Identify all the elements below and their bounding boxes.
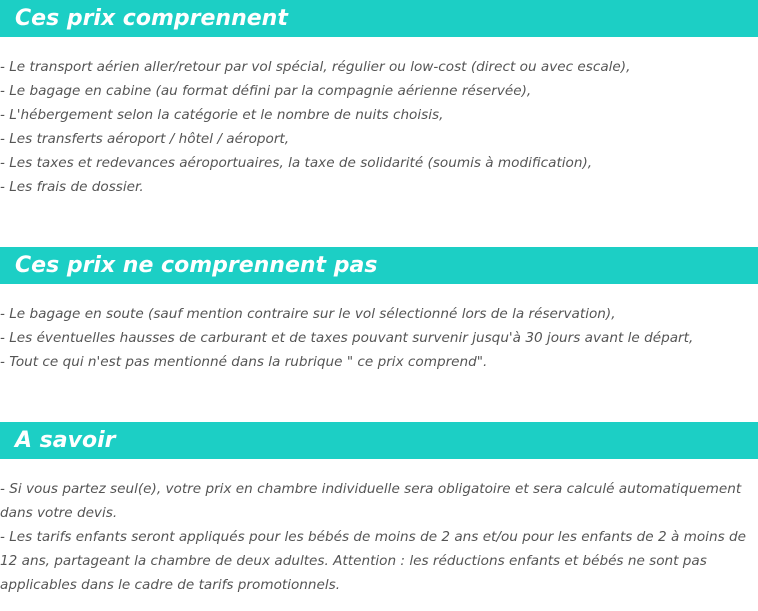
list-item: - Si vous partez seul(e), votre prix en chambre individuelle sera obligatoire et sera calculé automatiquement dans votre devis. (0, 481, 742, 521)
section-included (0, 0, 758, 199)
list-item: - Les tarifs enfants seront appliqués pour les bébés de moins de 2 ans et/ou pour les enfants de 2 à moins de 12 ans, partageant la chambre de deux adultes. Attention : les réductions enfants et bébés ne sont pas applicables dans le cadre de tarifs promotionnels. (0, 529, 746, 593)
section-heading-not-included: Ces prix ne comprennent pas (0, 247, 758, 284)
list-item: - L'hébergement selon la catégorie et le nombre de nuits choisis, (0, 107, 444, 123)
section-heading-good-to-know: A savoir (0, 422, 758, 459)
section-heading-included: Ces prix comprennent (0, 0, 758, 37)
good-to-know-list (0, 477, 758, 597)
included-list (0, 55, 758, 199)
list-item: - Le bagage en cabine (au format défini par la compagnie aérienne réservée), (0, 83, 532, 99)
list-item: - Le bagage en soute (sauf mention contraire sur le vol sélectionné lors de la réservation), (0, 306, 616, 322)
section-good-to-know (0, 422, 758, 597)
list-item: - Le transport aérien aller/retour par vol spécial, régulier ou low-cost (direct ou avec escale), (0, 59, 631, 75)
list-item: - Les taxes et redevances aéroportuaires, la taxe de solidarité (soumis à modification), (0, 155, 593, 171)
section-not-included (0, 247, 758, 374)
list-item: - Tout ce qui n'est pas mentionné dans la rubrique " ce prix comprend". (0, 354, 488, 370)
not-included-list (0, 302, 758, 374)
list-item: - Les transferts aéroport / hôtel / aéroport, (0, 131, 290, 147)
list-item: - Les éventuelles hausses de carburant et de taxes pouvant survenir jusqu'à 30 jours avant le départ, (0, 330, 694, 346)
list-item: - Les frais de dossier. (0, 179, 144, 195)
